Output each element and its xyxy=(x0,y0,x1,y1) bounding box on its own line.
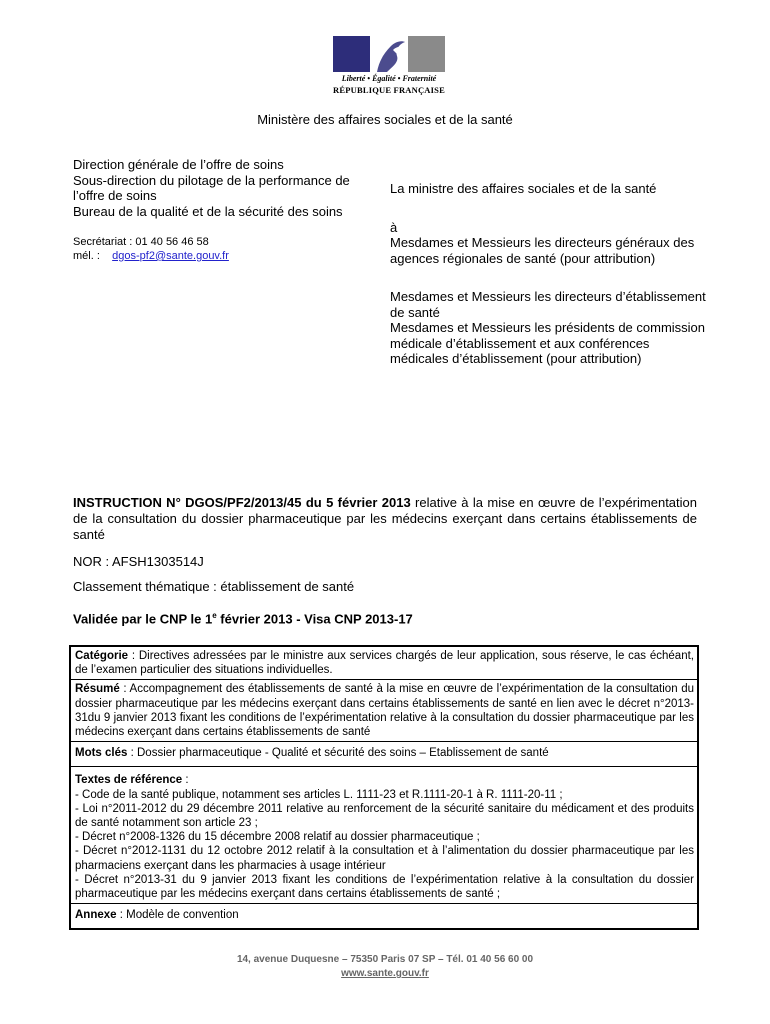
logo-motto: Liberté • Égalité • Fraternité xyxy=(341,74,437,83)
sender-line: Sous-direction du pilotage de la performance de xyxy=(73,172,350,188)
nor-reference: NOR : AFSH1303514J xyxy=(73,554,204,569)
recipient-from: La ministre des affaires sociales et de la santé xyxy=(390,181,657,196)
logo-republique: RÉPUBLIQUE FRANÇAISE xyxy=(333,85,445,95)
recipient-group-2a: Mesdames et Messieurs les directeurs d’établissement de santé xyxy=(390,289,706,320)
annexe-cell xyxy=(70,904,698,930)
recipient-group-1: Mesdames et Messieurs les directeurs généraux des agences régionales de santé (pour attribution) xyxy=(390,235,695,266)
mots-cles-text: : Dossier pharmaceutique - Qualité et sécurité des soins – Etablissement de santé xyxy=(127,747,549,760)
categorie-label: Catégorie xyxy=(75,650,129,662)
validation-sup: e xyxy=(212,611,217,620)
sender-block xyxy=(73,157,383,219)
mots-cles-label: Mots clés xyxy=(75,747,128,760)
validation-suffix: février 2013 - Visa CNP 2013-17 xyxy=(216,611,413,627)
resume-cell xyxy=(70,680,698,742)
secretariat-phone: Secrétariat : 01 40 56 46 58 xyxy=(73,236,209,248)
contact-block xyxy=(73,235,229,263)
recipient-group-2b: Mesdames et Messieurs les présidents de commission médicale d’établissement et aux conférences médicales d’établissement (pour attribution) xyxy=(390,320,706,366)
annexe-label: Annexe xyxy=(75,909,117,922)
categorie-cell xyxy=(70,646,698,680)
email-line xyxy=(73,249,229,263)
textes-reference-cell xyxy=(70,767,698,904)
recipient-a: à xyxy=(390,220,398,235)
texte-reference-item: - Loi n°2011-2012 du 29 décembre 2011 relative au renforcement de la sécurité sanitaire du médicament et des produits de santé notamment son article 23 ; xyxy=(75,802,694,830)
table-row xyxy=(70,767,698,904)
footer xyxy=(0,953,770,981)
table-row xyxy=(70,904,698,930)
texte-reference-item: - Décret n°2008-1326 du 15 décembre 2008 relatif au dossier pharmaceutique ; xyxy=(75,831,480,844)
footer-website-link[interactable]: www.sante.gouv.fr xyxy=(341,968,429,979)
sender-line: l’offre de soins xyxy=(73,188,157,203)
validation-prefix: Validée par le CNP le 1 xyxy=(73,611,213,627)
instruction-number: INSTRUCTION N° DGOS/PF2/2013/45 du 5 février 2013 xyxy=(73,495,411,510)
ministere-title: Ministère des affaires sociales et de la santé xyxy=(257,112,513,127)
email-link[interactable]: dgos-pf2@sante.gouv.fr xyxy=(112,250,229,262)
marianne-logo xyxy=(333,36,445,95)
texte-reference-item: - Décret n°2013-31 du 9 janvier 2013 fixant les conditions de l’expérimentation relative à la consultation du dossier pharmaceutique par les médecins exerçant dans certains établissements de santé ; xyxy=(75,873,694,901)
footer-address: 14, avenue Duquesne – 75350 Paris 07 SP – Tél. 01 40 56 60 00 xyxy=(236,954,534,965)
table-row xyxy=(70,680,698,742)
instruction-subject: relative à la mise en œuvre de l’expérimentation de la consultation du dossier pharmaceutique par les médecins exerçant dans certains établissements de santé xyxy=(73,495,697,542)
table-row xyxy=(70,742,698,767)
classement-thematique: Classement thématique : établissement de santé xyxy=(73,579,355,594)
sender-line: Bureau de la qualité et de la sécurité des soins xyxy=(73,203,343,219)
mots-cles-cell xyxy=(70,742,698,767)
textes-colon: : xyxy=(182,774,189,787)
annexe-text: : Modèle de convention xyxy=(116,909,239,922)
validation-cnp xyxy=(73,611,413,626)
texte-reference-item: - Code de la santé publique, notamment ses articles L. 1111-23 et R.1111-20-1 à R. 1111-20-11 ; xyxy=(75,788,563,801)
textes-label: Textes de référence xyxy=(75,774,183,787)
table-row xyxy=(70,646,698,680)
resume-text: : Accompagnement des établissements de santé à la mise en œuvre de l’expérimentation de la consultation du dossier pharmaceutique par les médecins exerçant dans certains établissements de santé en lien avec le décret n°2013-31du 9 janvier 2013 fixant les conditions de l’expérimentation relative à la consultation du dossier pharmaceutique par les médecins exerçant dans certains établissements de santé xyxy=(75,683,694,739)
sender-line: Direction générale de l’offre de soins xyxy=(73,157,284,172)
texte-reference-item: - Décret n°2012-1131 du 12 octobre 2012 relatif à la consultation et à l’alimentation du dossier pharmaceutique par les pharmaciens exerçant dans les pharmacies à usage intérieur xyxy=(75,845,694,872)
categorie-text: : Directives adressées par le ministre aux services chargés de leur application, sous réserve, le cas échéant, de l’examen particulier des situations individuelles. xyxy=(75,650,694,677)
metadata-table xyxy=(69,645,699,930)
resume-label: Résumé xyxy=(75,683,120,696)
email-label: mél. : xyxy=(73,250,100,262)
marianne-flag-icon xyxy=(333,36,445,72)
instruction-title xyxy=(73,495,697,543)
